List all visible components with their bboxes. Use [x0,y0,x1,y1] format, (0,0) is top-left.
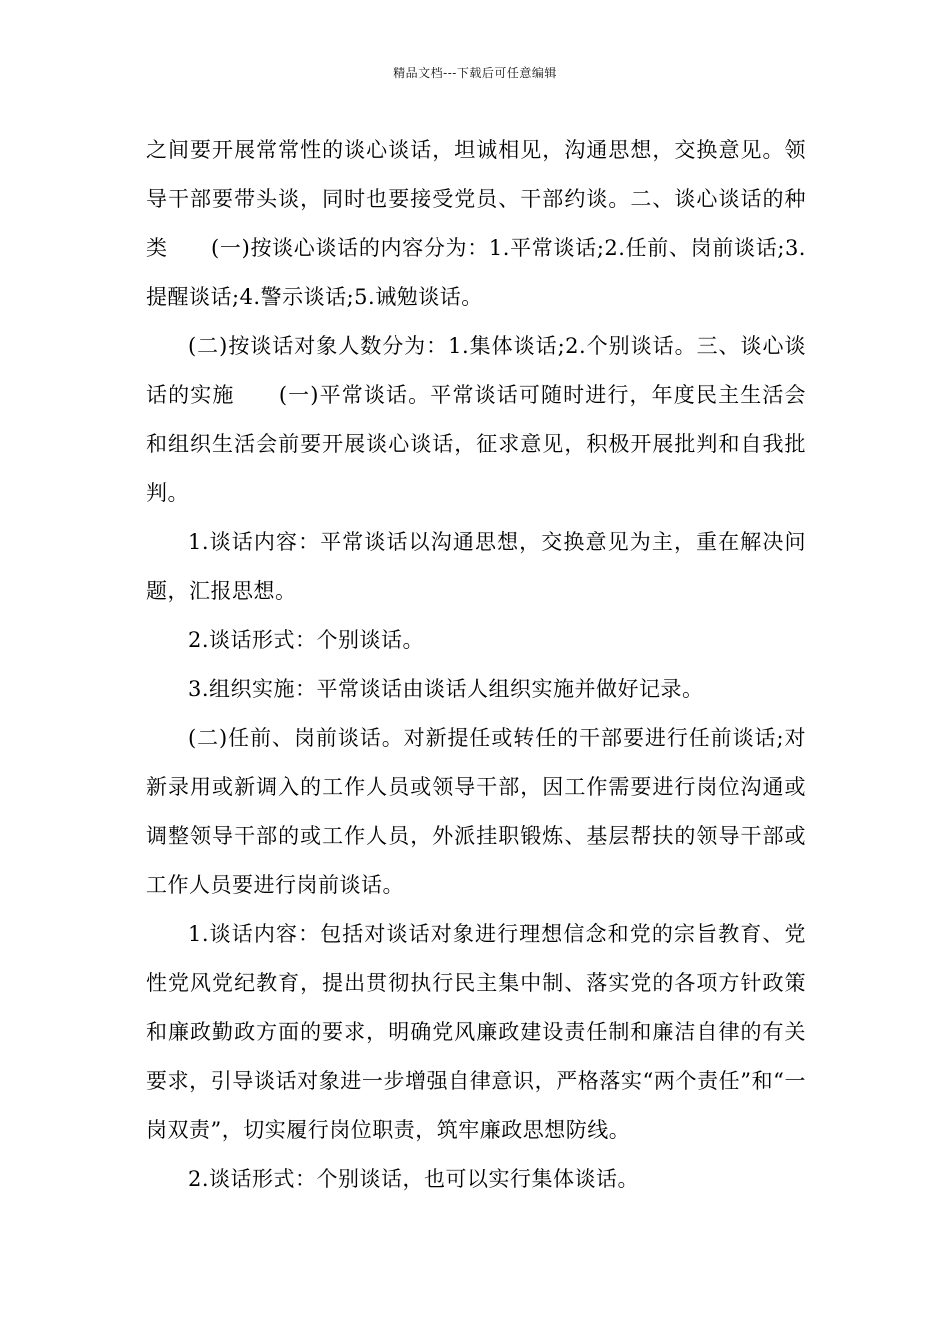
paragraph-8: 2.谈话形式：个别谈话，也可以实行集体谈话。 [188,1167,640,1191]
paragraph-1: 之间要开展常常性的谈心谈话，坦诚相见，沟通思想，交换意见。领导干部要带头谈，同时也要接受党员、干部约谈。二、谈心谈话的种类 (一)按谈心谈话的内容分为：1.平常谈话;2.任前、岗前谈话;3.提醒谈话;4.警示谈话;5.诫勉谈话。 [146,138,806,309]
page-header: 精品文档---下载后可任意编辑 [393,66,557,80]
paragraph-7: 1.谈话内容：包括对谈话对象进行理想信念和党的宗旨教育、党性党风党纪教育，提出贯彻执行民主集中制、落实党的各项方针政策和廉政勤政方面的要求，明确党风廉政建设责任制和廉洁自律的有关要求，引导谈话对象进一步增强自律意识，严格落实“两个责任”和“一岗双责”，切实履行岗位职责，筑牢廉政思想防线。 [146,922,806,1142]
paragraph-6: (二)任前、岗前谈话。对新提任或转任的干部要进行任前谈话;对新录用或新调入的工作人员或领导干部，因工作需要进行岗位沟通或调整领导干部的或工作人员，外派挂职锻炼、基层帮扶的领导干部或工作人员要进行岗前谈话。 [146,726,806,897]
paragraph-2: (二)按谈话对象人数分为：1.集体谈话;2.个别谈话。三、谈心谈话的实施 (一)平常谈话。平常谈话可随时进行，年度民主生活会和组织生活会前要开展谈心谈话，征求意见，积极开展批判和自我批判。 [146,334,806,505]
paragraph-5: 3.组织实施：平常谈话由谈话人组织实施并做好记录。 [188,677,704,701]
paragraph-3: 1.谈话内容：平常谈话以沟通思想，交换意见为主，重在解决问题，汇报思想。 [146,530,806,603]
document-body [146,126,806,1204]
paragraph-4: 2.谈话形式：个别谈话。 [188,628,425,652]
